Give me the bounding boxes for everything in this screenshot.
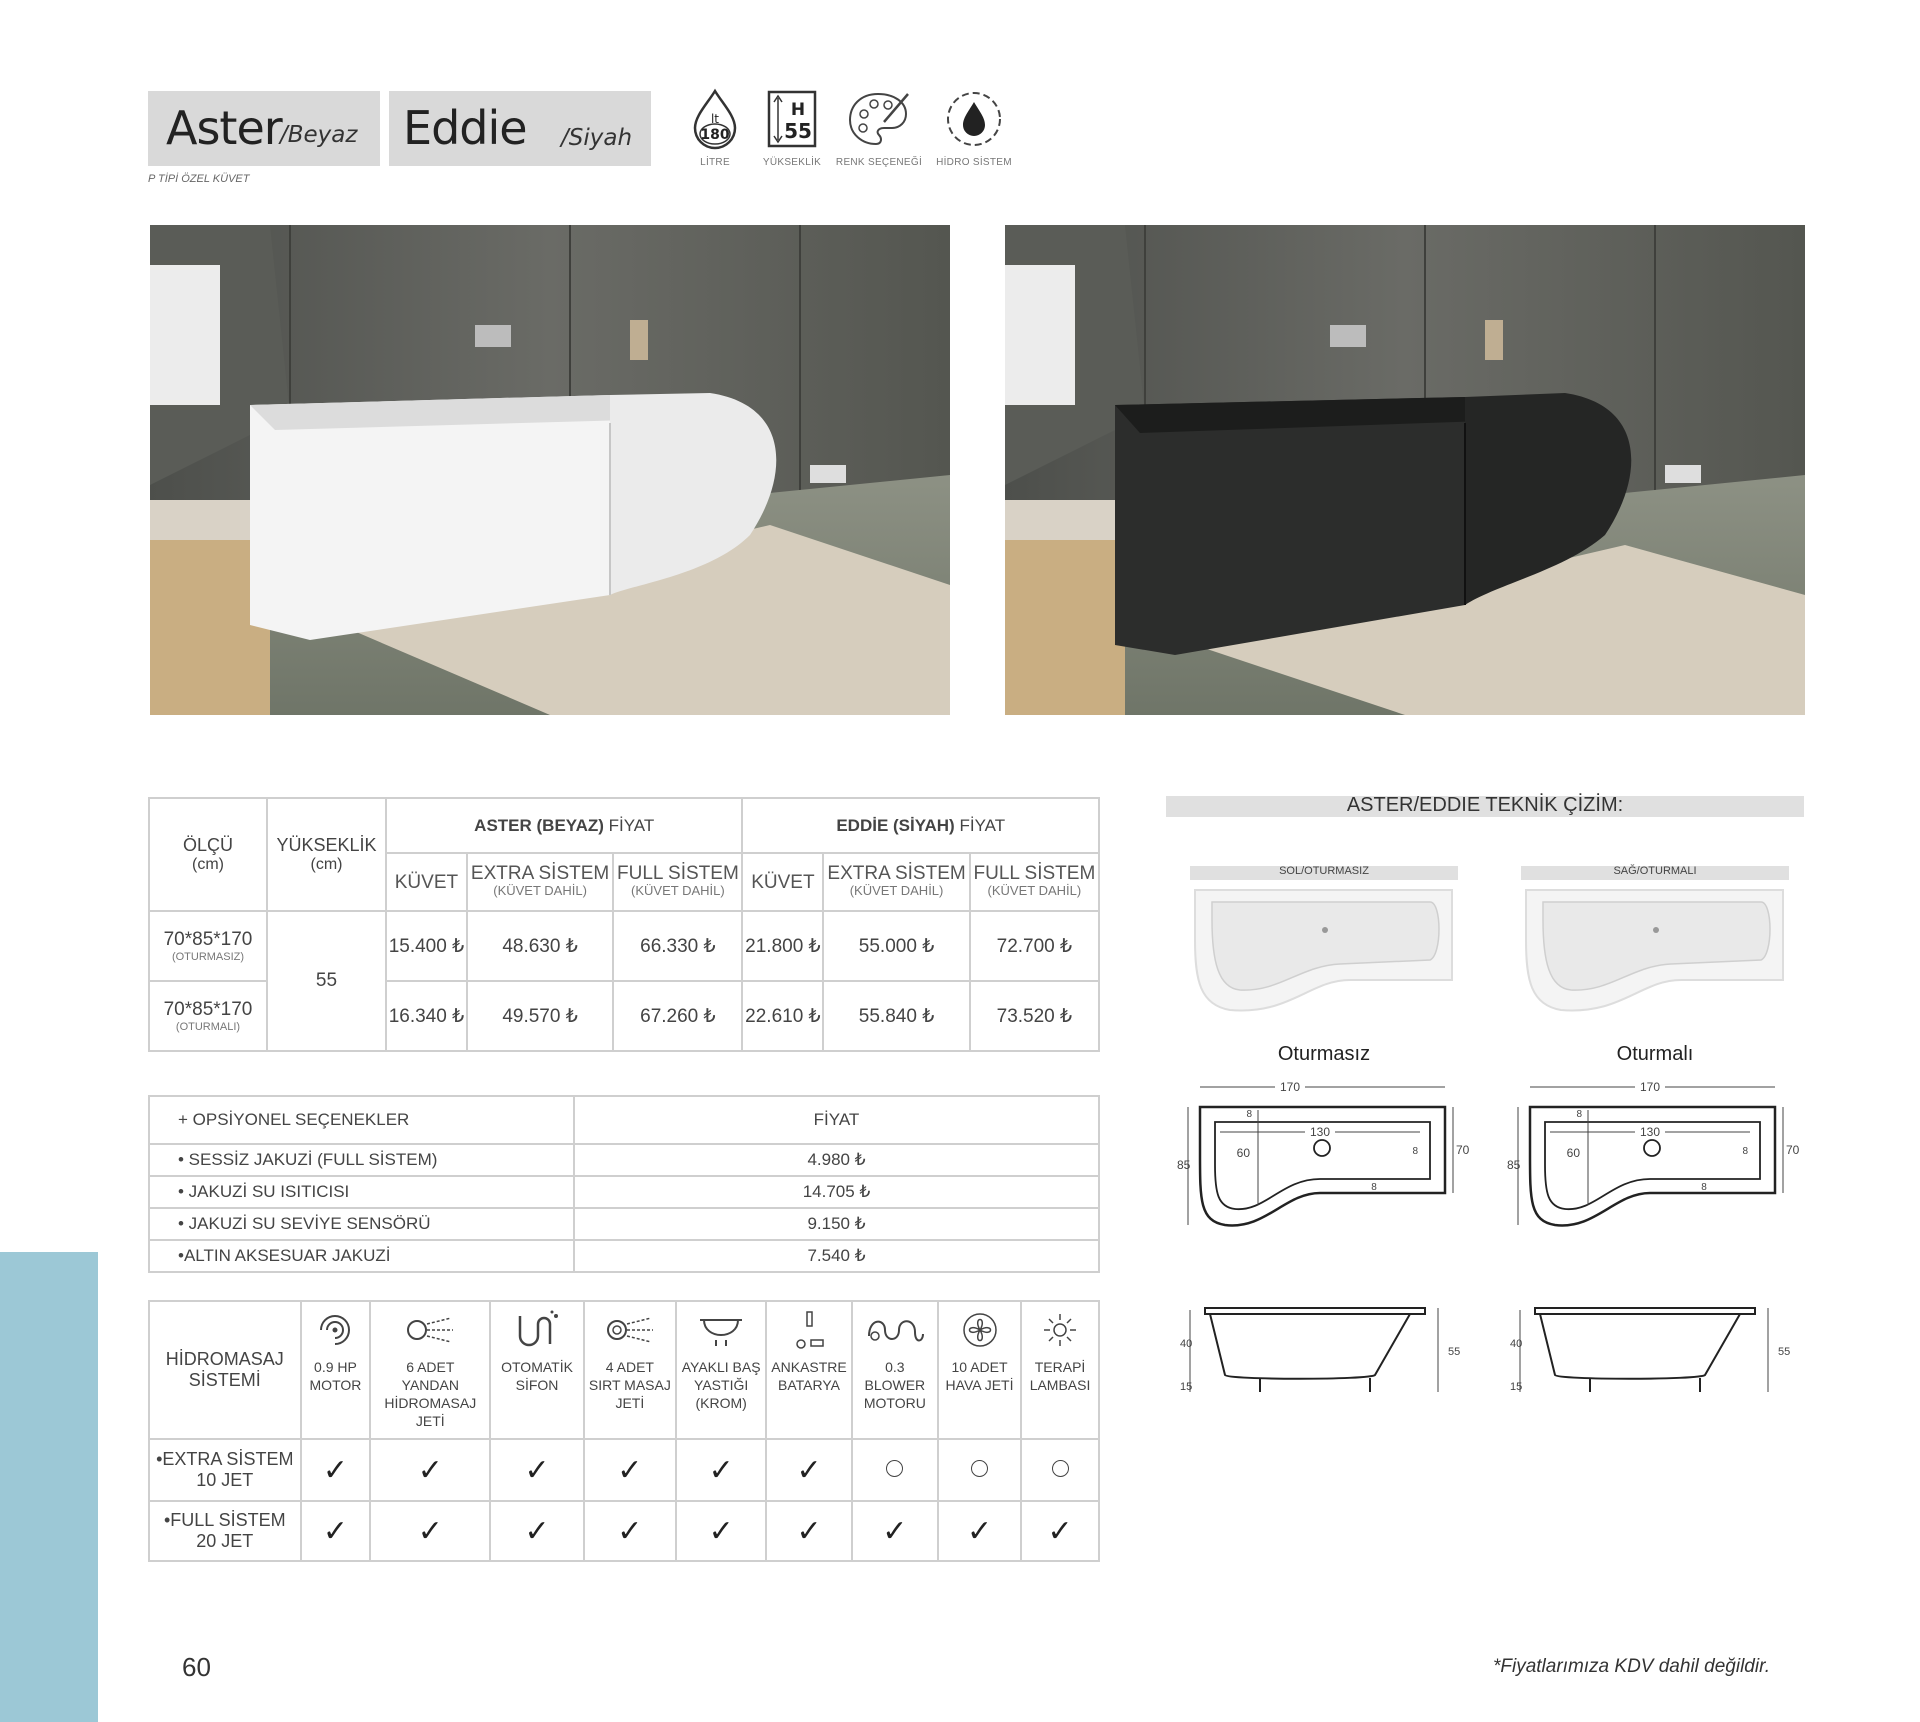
palette-icon [846,88,912,150]
option-row: • JAKUZİ SU ISITICISI 14.705 ₺ [149,1176,1099,1208]
aster-title-box [148,91,380,166]
right-tag: SAĞ/OTURMALI [1613,865,1697,877]
feature-mark-cell [584,1439,676,1501]
feature-hydro-label: HİDRO SİSTEM [936,157,1012,168]
side-jet-icon [371,1310,489,1358]
check-icon: ✓ [966,1514,993,1548]
feature-mark-cell [938,1501,1021,1561]
check-icon: ✓ [796,1453,822,1487]
svg-text:70: 70 [1786,1143,1800,1157]
left-tag: SOL/OTURMASIZ [1279,865,1369,877]
svg-text:170: 170 [1279,1080,1301,1094]
hydro-feature-column [584,1301,676,1439]
feature-mark-cell [490,1501,583,1561]
hydro-feature-label: YASTIĞI [694,1377,749,1393]
hydro-feature-label: OTOMATİK [501,1359,573,1375]
feature-color-label: RENK SEÇENEĞİ [835,157,923,168]
svg-text:130: 130 [1639,1125,1661,1139]
svg-text:170: 170 [1639,1080,1661,1094]
svg-text:60: 60 [1566,1146,1580,1160]
faucet-icon [767,1310,850,1358]
empty-circle-icon [886,1460,903,1477]
hydro-feature-column [301,1301,371,1439]
empty-circle-icon [971,1460,988,1477]
price-cell: 21.800 ₺ [742,911,823,981]
feature-color [834,88,924,168]
size-cell: 70*85*170 (OTURMALI) [149,981,267,1051]
siphon-icon [491,1310,582,1358]
options-header: + OPSİYONEL SEÇENEKLER [149,1096,574,1144]
vat-note: *Fiyatlarımıza KDV dahil değildir. [1492,1656,1770,1677]
back-jet-icon [585,1310,675,1358]
price-cell: 16.340 ₺ [386,981,467,1051]
hydro-feature-label: LAMBASI [1029,1377,1091,1393]
price-cell: 66.330 ₺ [613,911,742,981]
check-icon: ✓ [322,1514,349,1548]
hydro-feature-label: JETİ [615,1395,645,1411]
right-tub-top-view [1521,880,1789,1018]
hydro-feature-label: 4 ADET [605,1359,654,1375]
svg-text:15: 15 [1180,1381,1193,1393]
eddie-title-box [389,91,651,166]
technical-title: ASTER/EDDIE TEKNİK ÇİZİM: [1346,794,1624,816]
feature-mark-cell [584,1501,676,1561]
empty-circle-icon [1052,1460,1069,1477]
hydro-feature-label: (KROM) [695,1395,747,1411]
hydromassage-table [148,1300,1100,1562]
check-icon: ✓ [524,1514,550,1548]
page-number: 60 [182,1652,211,1682]
hydro-feature-label: YANDAN [401,1377,459,1393]
hydro-feature-column [938,1301,1021,1439]
motor-swirl-icon [302,1310,370,1358]
check-icon: ✓ [882,1514,908,1548]
right-caption: Oturmalı [1616,1043,1694,1065]
hydro-feature-label: 6 ADET [406,1359,455,1375]
feature-mark-cell [370,1439,490,1501]
option-row: • SESSİZ JAKUZİ (FULL SİSTEM) 4.980 ₺ [149,1144,1099,1176]
hydro-feature-label: 10 ADET [951,1359,1008,1375]
hydro-feature-label: 0.3 [885,1359,905,1375]
hydro-feature-column [370,1301,490,1439]
air-jet-icon [939,1310,1020,1358]
aster-price-header: ASTER (BEYAZ) FİYAT [386,798,742,853]
check-icon: ✓ [417,1514,443,1548]
left-tub-top-view [1190,880,1458,1018]
feature-mark-cell [370,1501,490,1561]
svg-text:40: 40 [1510,1338,1523,1350]
feature-litre-label: LİTRE [700,157,730,168]
table-row [149,911,1099,981]
hydro-feature-column [676,1301,766,1439]
height-icon [764,88,820,150]
check-icon: ✓ [617,1514,643,1548]
check-icon: ✓ [617,1453,643,1487]
hydro-feature-column [1021,1301,1099,1439]
feature-mark-cell [676,1439,766,1501]
eddie-photo [1005,225,1805,715]
feature-mark-cell [938,1439,1021,1501]
hydro-title: HİDROMASAJ SİSTEMİ [149,1301,301,1439]
size-header: ÖLÇÜ (cm) [149,798,267,911]
feature-mark-cell [301,1439,371,1501]
feature-height [747,88,837,168]
eddie-kuvet-header: KÜVET [742,853,823,911]
headrest-icon [677,1310,765,1358]
litre-unit: lt [710,112,720,126]
feature-hydro [929,88,1019,168]
hydro-feature-column [490,1301,583,1439]
svg-text:60: 60 [1236,1146,1250,1160]
check-icon: ✓ [524,1453,550,1487]
svg-text:55: 55 [1778,1346,1791,1358]
svg-text:130: 130 [1309,1125,1331,1139]
feature-mark-cell [1021,1501,1099,1561]
aster-full-header: FULL SİSTEM (KÜVET DAHİL) [613,853,742,911]
hydro-feature-column [852,1301,938,1439]
price-cell: 49.570 ₺ [467,981,613,1051]
product-subtitle: P TİPİ ÖZEL KÜVET [148,173,250,185]
hydro-feature-column [766,1301,851,1439]
svg-text:8: 8 [1371,1182,1377,1193]
hydro-feature-label: HİDROMASAJ JETİ [384,1395,477,1429]
feature-mark-cell [766,1439,851,1501]
price-cell: 72.700 ₺ [970,911,1099,981]
option-row: •ALTIN AKSESUAR JAKUZİ 7.540 ₺ [149,1240,1099,1272]
blower-icon [853,1310,937,1358]
check-icon: ✓ [708,1453,734,1487]
eddie-color: /Siyah [561,125,633,151]
aster-extra-header: EXTRA SİSTEM (KÜVET DAHİL) [467,853,613,911]
left-side-view [1170,1300,1470,1400]
height-unit: H [790,100,806,120]
height-header: YÜKSEKLİK (cm) [267,798,386,911]
hydro-feature-label: SİFON [515,1377,559,1393]
feature-mark-cell [852,1439,938,1501]
aster-photo [150,225,950,715]
aster-kuvet-header: KÜVET [386,853,467,911]
svg-text:70: 70 [1456,1143,1470,1157]
check-icon: ✓ [708,1514,734,1548]
aster-color: /Beyaz [280,122,358,148]
eddie-price-header: EDDİE (SİYAH) FİYAT [742,798,1099,853]
hydro-feature-label: BATARYA [778,1377,840,1393]
aster-title: Aster [166,101,282,155]
hydro-feature-label: TERAPİ [1034,1359,1086,1375]
svg-text:85: 85 [1507,1158,1521,1172]
price-cell: 15.400 ₺ [386,911,467,981]
full-system-label: •FULL SİSTEM 20 JET [149,1501,301,1561]
svg-text:8: 8 [1412,1146,1418,1157]
hydro-feature-label: SIRT MASAJ [588,1377,671,1393]
hydro-feature-label: MOTOR [309,1377,362,1393]
feature-mark-cell [766,1501,851,1561]
feature-mark-cell [490,1439,583,1501]
price-cell: 67.260 ₺ [613,981,742,1051]
check-icon: ✓ [1047,1514,1073,1548]
price-table [148,797,1100,1052]
price-cell: 55.000 ₺ [823,911,969,981]
height-value: 55 [267,911,386,1051]
eddie-full-header: FULL SİSTEM (KÜVET DAHİL) [970,853,1099,911]
svg-text:55: 55 [1448,1346,1461,1358]
option-row: • JAKUZİ SU SEVİYE SENSÖRÜ 9.150 ₺ [149,1208,1099,1240]
feature-height-label: YÜKSEKLİK [762,157,822,168]
check-icon: ✓ [322,1453,349,1487]
sun-lamp-icon [1022,1310,1098,1358]
svg-text:8: 8 [1246,1109,1252,1120]
svg-text:40: 40 [1180,1338,1193,1350]
options-table [148,1095,1100,1273]
check-icon: ✓ [417,1453,443,1487]
feature-mark-cell [1021,1439,1099,1501]
price-cell: 73.520 ₺ [970,981,1099,1051]
left-caption: Oturmasız [1277,1043,1371,1065]
right-side-view [1500,1300,1800,1400]
hydro-feature-label: AYAKLI BAŞ [681,1359,761,1375]
size-cell: 70*85*170 (OTURMASIZ) [149,911,267,981]
feature-mark-cell [852,1501,938,1561]
svg-text:85: 85 [1177,1158,1191,1172]
height-value: 55 [784,119,812,143]
hydro-feature-label: 0.9 HP [314,1359,357,1375]
price-cell: 55.840 ₺ [823,981,969,1051]
svg-text:15: 15 [1510,1381,1523,1393]
svg-text:8: 8 [1742,1146,1748,1157]
hydro-drop-icon [944,88,1004,150]
eddie-title: Eddie [403,101,527,155]
feature-mark-cell [301,1501,371,1561]
extra-system-label: •EXTRA SİSTEM 10 JET [149,1439,301,1501]
hydro-feature-label: BLOWER [864,1377,926,1393]
hydro-feature-label: ANKASTRE [771,1359,847,1375]
hydro-feature-label: MOTORU [863,1395,926,1411]
options-price-header: FİYAT [574,1096,1099,1144]
eddie-extra-header: EXTRA SİSTEM (KÜVET DAHİL) [823,853,969,911]
side-accent-bar [0,1252,98,1722]
litre-value: 180 [700,127,730,143]
right-dimension-drawing [1500,1075,1800,1235]
hydro-feature-label: HAVA JETİ [945,1377,1014,1393]
svg-text:8: 8 [1701,1182,1707,1193]
price-cell: 48.630 ₺ [467,911,613,981]
price-cell: 22.610 ₺ [742,981,823,1051]
svg-text:8: 8 [1576,1109,1582,1120]
drop-liter-icon [687,88,743,150]
feature-mark-cell [676,1501,766,1561]
check-icon: ✓ [796,1514,822,1548]
left-dimension-drawing [1170,1075,1470,1235]
